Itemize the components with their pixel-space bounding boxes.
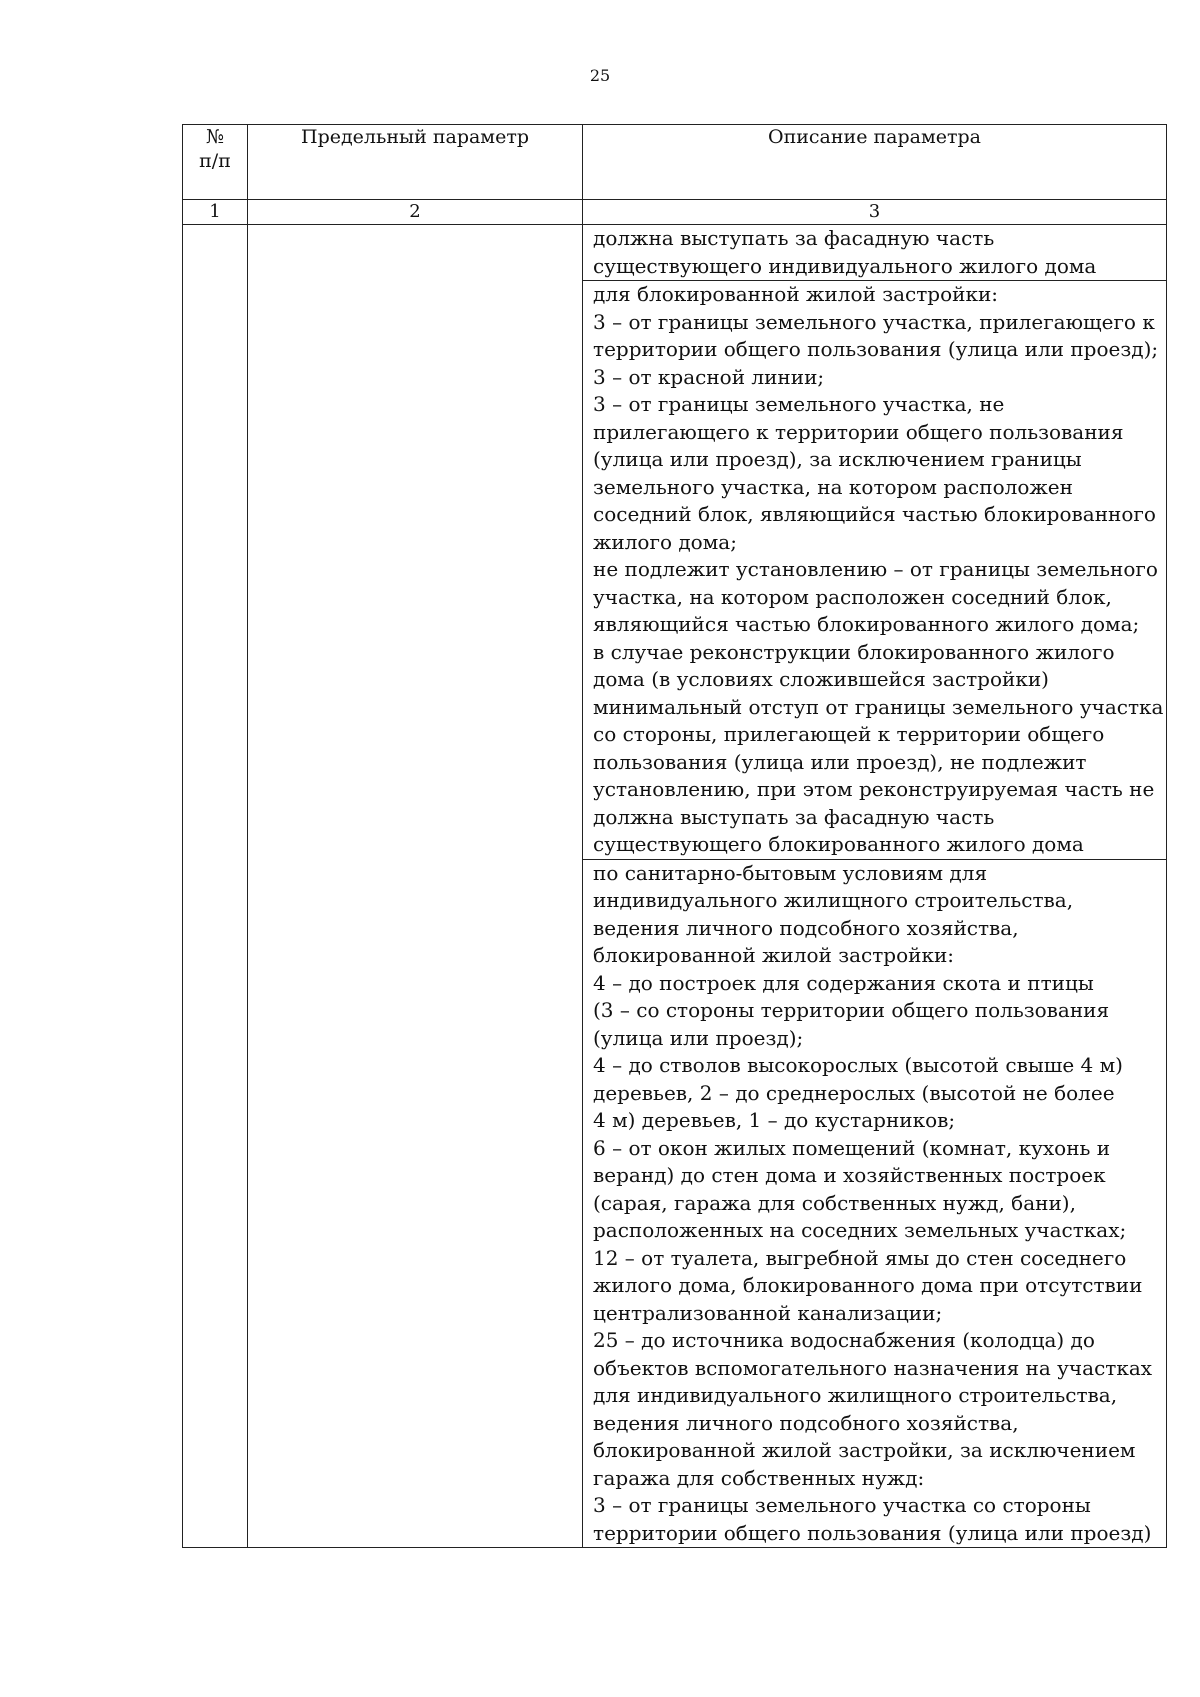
description-line: расположенных на соседних земельных участках; — [593, 1218, 1127, 1242]
description-line: земельного участка, на котором расположен — [593, 474, 1073, 499]
description-line: территории общего пользования (улица или проезд); — [593, 337, 1159, 361]
header-parameter-cell: Предельный параметр — [248, 125, 583, 200]
header-number-cell — [183, 125, 248, 200]
description-line: должна выступать за фасадную часть — [593, 804, 995, 829]
header-number-symbol: № — [206, 126, 224, 148]
description-line: жилого дома, блокированного дома при отсутствии — [593, 1273, 1143, 1297]
description-line: 3 – от границы земельного участка со стороны — [593, 1493, 1091, 1517]
description-line: жилого дома; — [593, 529, 737, 554]
description-cell-1 — [583, 225, 1167, 281]
description-line: 4 м) деревьев, 1 – до кустарников; — [593, 1108, 956, 1132]
table-header-row — [183, 125, 1167, 200]
description-line: дома (в условиях сложившейся застройки) — [593, 667, 1049, 691]
description-line: территории общего пользования (улица или проезд) — [593, 1520, 1152, 1545]
header-description-cell: Описание параметра — [583, 125, 1167, 200]
description-line: участка, на котором расположен соседний блок, — [593, 584, 1112, 609]
parameters-table — [182, 124, 1167, 1548]
description-line: 6 – от окон жилых помещений (комнат, кухонь и — [593, 1135, 1111, 1160]
description-line: (сарая, гаража для собственных нужд, бани), — [593, 1190, 1076, 1215]
description-line: должна выступать за фасадную часть — [593, 226, 995, 250]
description-line: 3 – от красной линии; — [593, 364, 825, 389]
description-line: (улица или проезд), за исключением границы — [593, 447, 1082, 471]
column-number-3: 3 — [583, 200, 1167, 225]
description-line: в случае реконструкции блокированного жилого — [593, 639, 1115, 664]
description-line: веранд) до стен дома и хозяйственных построек — [593, 1163, 1106, 1187]
row-parameter-cell-empty — [248, 225, 583, 1548]
page-number: 25 — [589, 66, 611, 85]
description-cell-3 — [583, 859, 1167, 1548]
description-line: по санитарно-бытовым условиям для — [593, 860, 988, 885]
description-line: 12 – от туалета, выгребной ямы до стен соседнего — [593, 1245, 1127, 1270]
description-line: не подлежит установлению – от границы земельного — [593, 557, 1158, 581]
description-line: централизованной канализации; — [593, 1300, 943, 1325]
description-line: (3 – со стороны территории общего пользования — [593, 998, 1110, 1022]
description-line: ведения личного подсобного хозяйства, — [593, 1410, 1019, 1435]
description-line: пользования (улица или проезд), не подлежит — [593, 749, 1087, 774]
description-line: являющийся частью блокированного жилого дома; — [593, 612, 1140, 636]
description-line: прилегающего к территории общего пользования — [593, 419, 1124, 444]
column-number-2: 2 — [248, 200, 583, 225]
description-line: существующего блокированного жилого дома — [593, 832, 1084, 856]
header-number-abbr: п/п — [199, 150, 231, 172]
description-line: со стороны, прилегающей к территории общего — [593, 722, 1105, 746]
description-line: блокированной жилой застройки: — [593, 943, 955, 967]
description-line: соседний блок, являющийся частью блокированного — [593, 502, 1156, 526]
description-line: для индивидуального жилищного строительства, — [593, 1383, 1118, 1407]
description-line: минимальный отступ от границы земельного участка — [593, 694, 1164, 719]
description-line: гаража для собственных нужд: — [593, 1465, 925, 1490]
description-line: ведения личного подсобного хозяйства, — [593, 915, 1019, 940]
description-line: 3 – от границы земельного участка, не — [593, 392, 1005, 416]
description-line: (улица или проезд); — [593, 1025, 804, 1050]
description-line: установлению, при этом реконструируемая часть не — [593, 777, 1155, 801]
description-line: существующего индивидуального жилого дома — [593, 253, 1097, 278]
description-line: 25 – до источника водоснабжения (колодца) до — [593, 1328, 1095, 1352]
description-line: для блокированной жилой застройки: — [593, 282, 999, 306]
column-number-row — [183, 200, 1167, 225]
column-number-1: 1 — [183, 200, 248, 225]
description-line: 4 – до построек для содержания скота и птицы — [593, 970, 1094, 995]
description-line: блокированной жилой застройки, за исключением — [593, 1438, 1136, 1462]
row-number-cell-empty — [183, 225, 248, 1548]
table-row — [183, 225, 1167, 281]
description-line: 3 – от границы земельного участка, прилегающего к — [593, 309, 1155, 334]
description-line: объектов вспомогательного назначения на участках — [593, 1355, 1153, 1380]
description-line: деревьев, 2 – до среднерослых (высотой не более — [593, 1080, 1115, 1105]
description-line: индивидуального жилищного строительства, — [593, 888, 1074, 912]
description-cell-2 — [583, 281, 1167, 860]
description-line: 4 – до стволов высокорослых (высотой свыше 4 м) — [593, 1053, 1123, 1077]
